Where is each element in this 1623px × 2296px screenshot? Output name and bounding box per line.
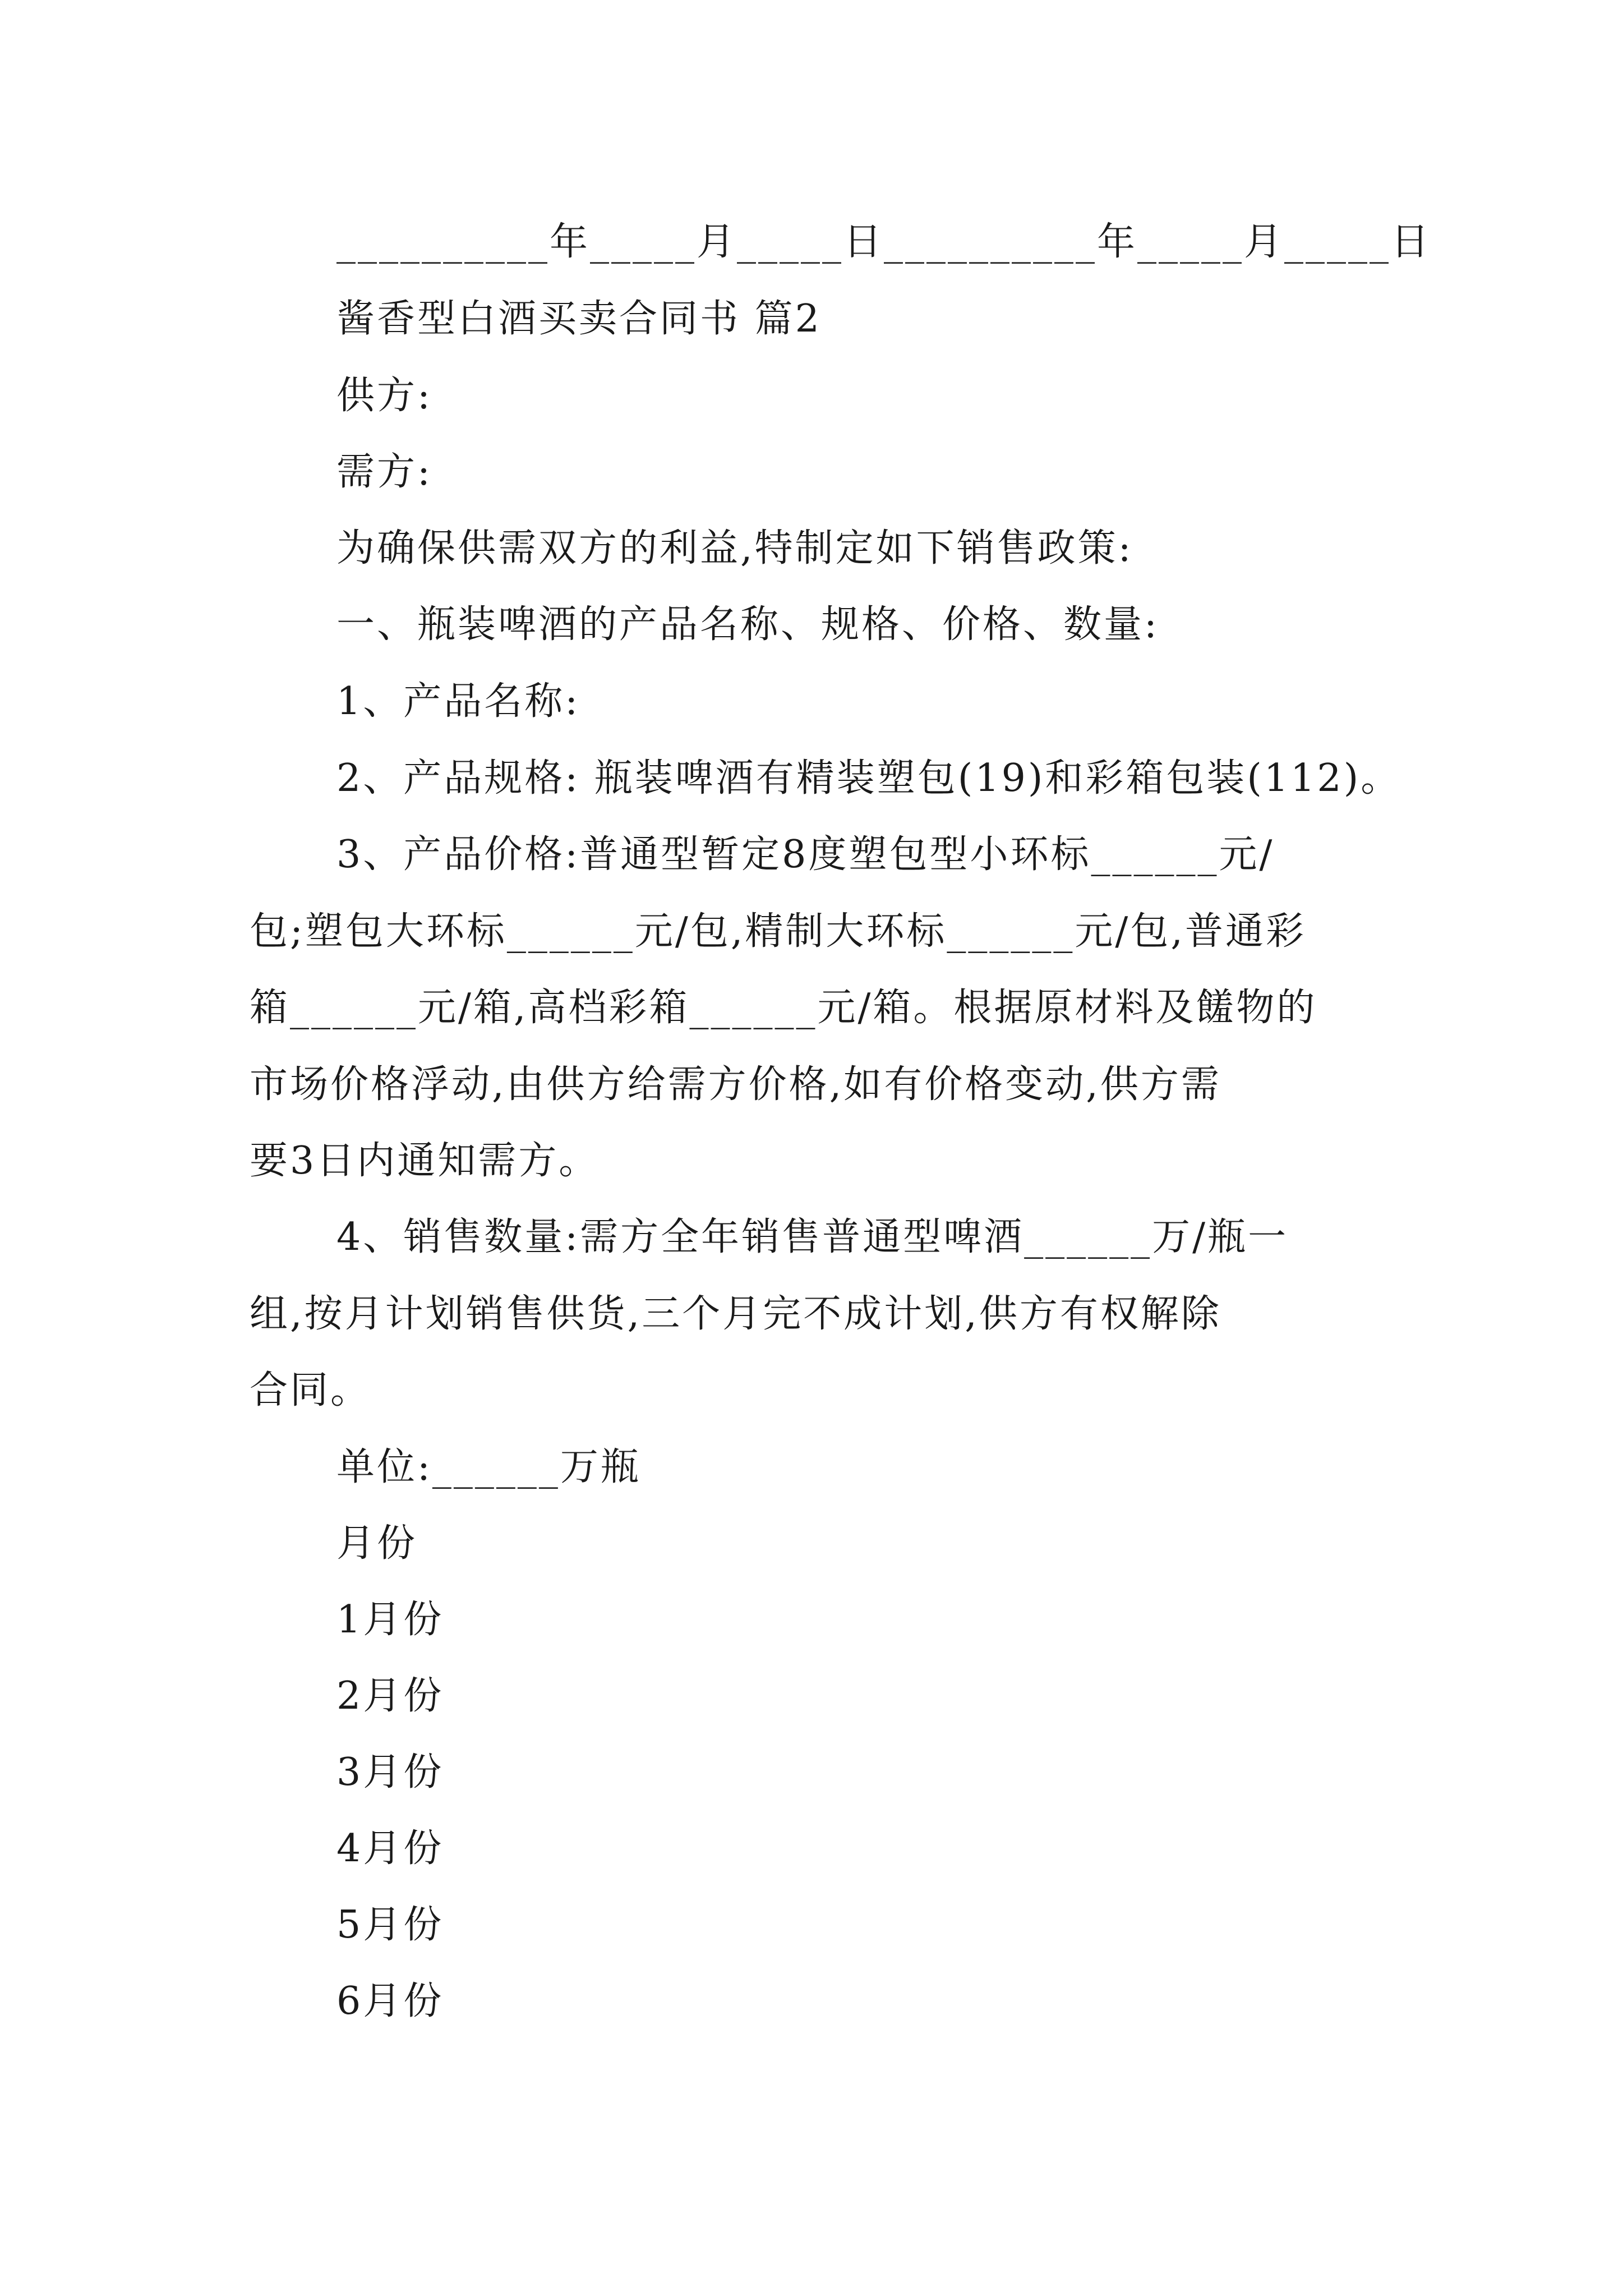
- month-row: 2月份: [336, 1674, 444, 1718]
- intro-paragraph: 为确保供需双方的利益,特制定如下销售政策:: [336, 526, 1133, 570]
- item-product-name: 1、产品名称:: [336, 679, 580, 724]
- month-row: 3月份: [336, 1750, 444, 1795]
- clause-heading-1: 一、瓶装啤酒的产品名称、规格、价格、数量:: [336, 602, 1159, 647]
- month-row: 6月份: [336, 1979, 444, 2023]
- item-price-line-5: 要3日内通知需方。: [250, 1139, 600, 1183]
- month-header: 月份: [336, 1521, 418, 1566]
- section-title: 酱香型白酒买卖合同书 篇2: [336, 297, 822, 341]
- month-row: 5月份: [336, 1903, 444, 1947]
- item-quantity-line-2: 组,按月计划销售供货,三个月完不成计划,供方有权解除: [250, 1292, 1221, 1336]
- signature-date-line: __________年_____月_____日__________年_____月_____日: [336, 220, 1432, 264]
- item-price-line-2: 包;塑包大环标______元/包,精制大环标______元/包,普通彩: [250, 909, 1306, 954]
- unit-label: 单位:______万瓶: [336, 1445, 641, 1489]
- item-product-spec: 2、产品规格: 瓶装啤酒有精装塑包(19)和彩箱包装(112)。: [336, 756, 1401, 800]
- item-price-line-3: 箱______元/箱,高档彩箱______元/箱。根据原材料及饈物的: [250, 986, 1317, 1030]
- item-quantity-line-1: 4、销售数量:需方全年销售普通型啤酒______万/瓶一: [336, 1215, 1289, 1259]
- month-row: 1月份: [336, 1598, 444, 1642]
- item-price-line-1: 3、产品价格:普通型暂定8度塑包型小环标______元/: [336, 832, 1275, 877]
- item-price-line-4: 市场价格浮动,由供方给需方价格,如有价格变动,供方需: [250, 1062, 1221, 1107]
- item-quantity-line-3: 合同。: [250, 1368, 371, 1412]
- month-row: 4月份: [336, 1826, 444, 1871]
- supplier-label: 供方:: [336, 374, 432, 418]
- buyer-label: 需方:: [336, 450, 432, 494]
